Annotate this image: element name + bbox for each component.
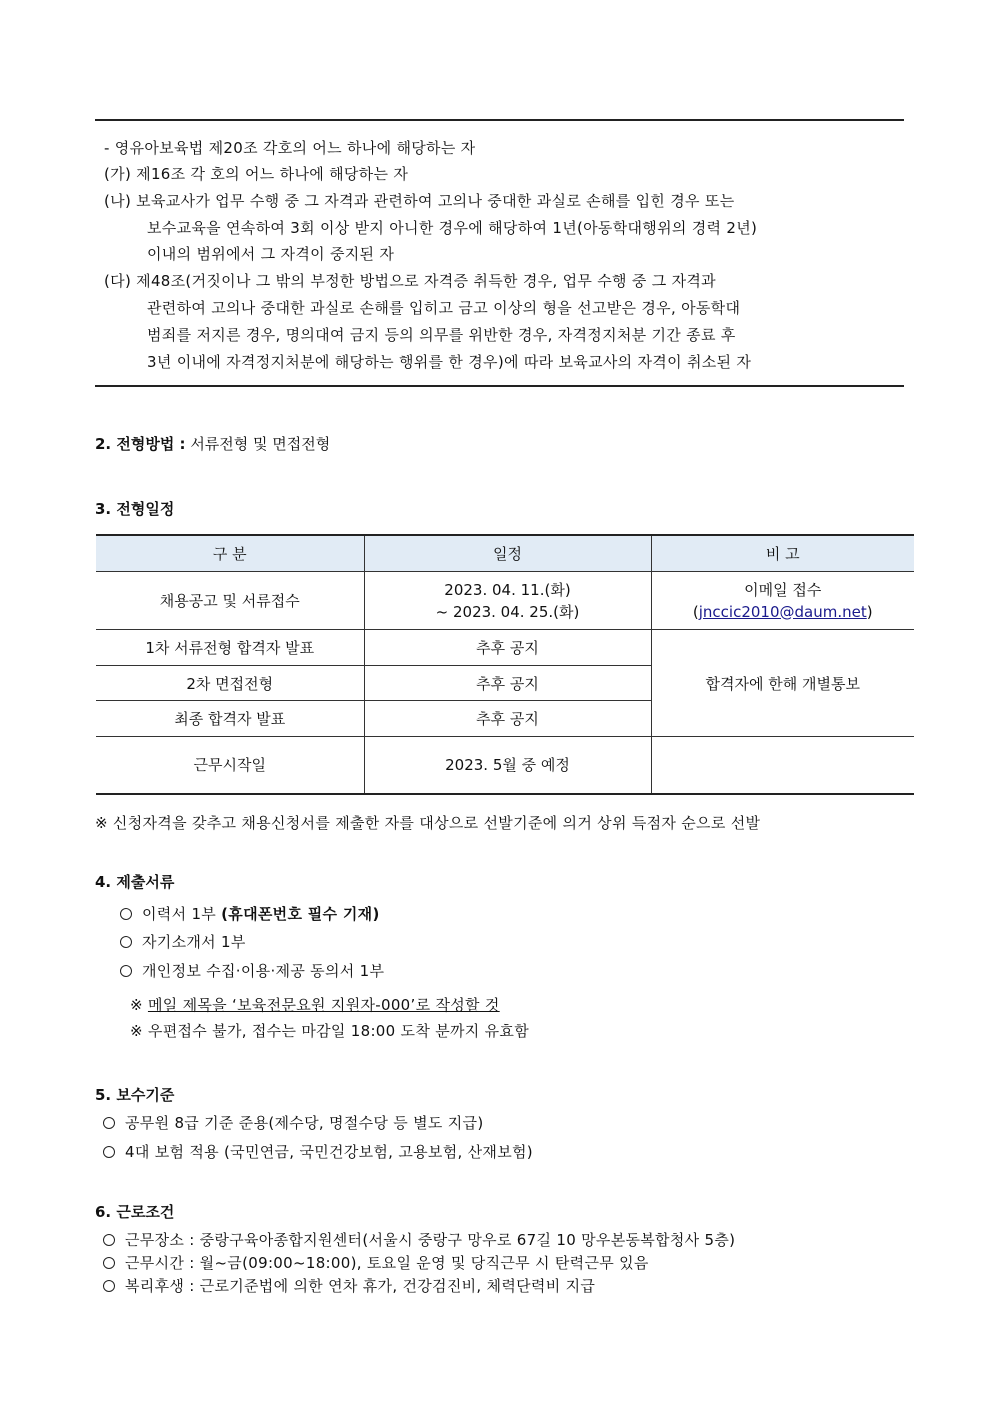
row-note (651, 737, 914, 794)
circle-bullet-icon (120, 936, 132, 948)
disq-line-3: (나) 보육교사가 업무 수행 중 그 자격과 관련하여 고의나 중대한 과실로 손해를 입힌 경우 또는 (104, 192, 735, 210)
pay-item (103, 1141, 533, 1162)
note-mark: ※ (130, 1022, 148, 1040)
note-text: 메일 제목을 ‘보육전문요원 지원자-000’로 작성할 것 (147, 996, 500, 1014)
disq-line-8: 범죄를 저지른 경우, 명의대여 금지 등의 의무를 위반한 경우, 자격정지처분 기간 종료 후 (147, 326, 736, 344)
doc-item-text: 자기소개서 1부 (142, 933, 246, 951)
note-email-line (652, 601, 915, 623)
bottom-rule (95, 385, 904, 387)
doc-note-deadline (130, 1020, 529, 1041)
circle-bullet-icon (103, 1146, 115, 1158)
pay-item-text: 공무원 8급 기준 준용(제수당, 명절수당 등 별도 지급) (125, 1114, 484, 1132)
row-date: 추후 공지 (364, 701, 651, 737)
note-text: 우편접수 불가, 접수는 마감일 18:00 도착 분까지 유효함 (147, 1022, 530, 1040)
doc-item-consent (120, 960, 384, 981)
paren-open: ( (692, 602, 699, 621)
circle-bullet-icon (103, 1280, 115, 1292)
circle-bullet-icon (103, 1234, 115, 1246)
circle-bullet-icon (120, 908, 132, 920)
row-label: 채용공고 및 서류접수 (96, 572, 364, 630)
circle-bullet-icon (103, 1257, 115, 1269)
row-label: 1차 서류전형 합격자 발표 (96, 630, 364, 666)
table-row (96, 630, 914, 666)
schedule-table (96, 534, 914, 795)
row-date: 추후 공지 (364, 666, 651, 701)
paren-close: ) (866, 602, 873, 621)
disq-line-2: (가) 제16조 각 호의 어느 하나에 해당하는 자 (104, 165, 409, 183)
row-date: 추후 공지 (364, 630, 651, 666)
work-item (103, 1252, 649, 1273)
row-label: 근무시작일 (96, 737, 364, 794)
section2-title: 2. 전형방법 : (95, 435, 186, 453)
row-label: 최종 합격자 발표 (96, 701, 364, 737)
work-item-text: 복리후생 : 근로기준법에 의한 연차 휴가, 건강검진비, 체력단력비 지급 (125, 1277, 596, 1295)
email-link[interactable]: jnccic2010@daum.net (698, 602, 867, 621)
table-header-row (96, 535, 914, 572)
disq-line-9: 3년 이내에 자격정지처분에 해당하는 행위를 한 경우)에 따라 보육교사의 자격이 취소된 자 (147, 353, 752, 371)
doc-note-mail-subject (130, 994, 500, 1015)
header-schedule: 일정 (364, 535, 651, 572)
disq-line-7: 관련하여 고의나 중대한 과실로 손해를 입히고 금고 이상의 형을 선고받은 경우, 아동학대 (147, 299, 741, 317)
disq-line-4: 보수교육을 연속하여 3회 이상 받지 아니한 경우에 해당하여 1년(아동학대행위의 경력 2년) (147, 219, 758, 237)
circle-bullet-icon (120, 965, 132, 977)
header-category: 구 분 (96, 535, 364, 572)
selection-footnote: ※ 신청자격을 갖추고 채용신청서를 제출한 자를 대상으로 선발기준에 의거 상위 득점자 순으로 선발 (95, 814, 761, 832)
merged-note: 합격자에 한해 개별통보 (651, 630, 914, 737)
section5-title: 5. 보수기준 (95, 1086, 175, 1104)
note-email-label: 이메일 접수 (744, 580, 822, 599)
section2-heading (95, 433, 330, 454)
doc-item-intro (120, 931, 246, 952)
section3-title: 3. 전형일정 (95, 500, 175, 518)
table-row (96, 572, 914, 630)
top-rule (95, 119, 904, 121)
section6-title: 6. 근로조건 (95, 1203, 175, 1221)
date-start: 2023. 04. 11.(화) (444, 580, 571, 599)
section2-value: 서류전형 및 면접전형 (185, 435, 331, 453)
circle-bullet-icon (103, 1117, 115, 1129)
pay-item (103, 1112, 484, 1133)
pay-item-text: 4대 보험 적용 (국민연금, 국민건강보험, 고용보험, 산재보험) (125, 1143, 533, 1161)
doc-item-text: 개인정보 수집·이용·제공 동의서 1부 (142, 962, 385, 980)
doc-item-emphasis: (휴대폰번호 필수 기재) (221, 905, 380, 923)
date-end: ~ 2023. 04. 25.(화) (435, 602, 580, 621)
doc-item-resume (120, 903, 380, 924)
row-date: 2023. 5월 중 예정 (364, 737, 651, 794)
work-item-text: 근무시간 : 월~금(09:00~18:00), 토요일 운영 및 당직근무 시 탄력근무 있음 (125, 1254, 649, 1272)
doc-item-text: 이력서 1부 (142, 905, 222, 923)
row-note (651, 572, 914, 630)
disq-line-6: (다) 제48조(거짓이나 그 밖의 부정한 방법으로 자격증 취득한 경우, 업무 수행 중 그 자격과 (104, 272, 716, 290)
work-item-text: 근무장소 : 중랑구육아종합지원센터(서울시 중랑구 망우로 67길 10 망우본동복합청사 5층) (125, 1231, 736, 1249)
note-mark: ※ (130, 996, 148, 1014)
table-row (96, 737, 914, 794)
row-date (364, 572, 651, 630)
disq-line-1: - 영유아보육법 제20조 각호의 어느 하나에 해당하는 자 (104, 139, 476, 157)
row-label: 2차 면접전형 (96, 666, 364, 701)
disq-line-5: 이내의 범위에서 그 자격이 중지된 자 (147, 245, 395, 263)
work-item (103, 1229, 735, 1250)
header-note: 비 고 (651, 535, 914, 572)
section4-title: 4. 제출서류 (95, 873, 175, 891)
work-item (103, 1275, 595, 1296)
